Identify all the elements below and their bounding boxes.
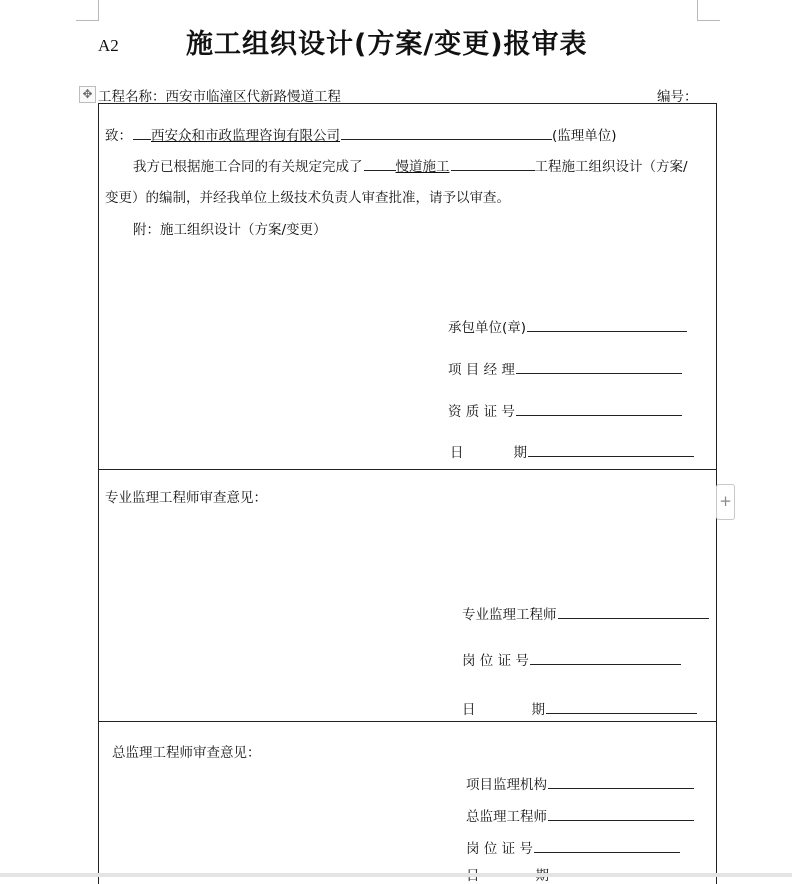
sign-post-row-2: [462, 649, 681, 669]
sign-contractor-row: [448, 316, 687, 336]
chief-review-heading: 总监理工程师审查意见：: [112, 745, 261, 761]
section-divider-2: [98, 721, 716, 722]
sign-chief-label: 总监理工程师: [466, 809, 547, 825]
addressee-lead-blank: [133, 125, 151, 140]
sign-org-row: [466, 773, 694, 793]
page-bottom-edge: [0, 873, 792, 877]
sign-org-field[interactable]: [548, 774, 694, 789]
sign-post-field[interactable]: [534, 838, 680, 853]
sign-org-label: 项目监理机构: [466, 777, 547, 793]
attachment-line: 附：施工组织设计（方案/变更）: [133, 222, 327, 238]
form-code: A2: [98, 36, 119, 55]
sign-chief-row: [466, 805, 694, 825]
page-corner-mark-right: [697, 0, 720, 21]
page-corner-mark-left: [76, 0, 99, 21]
sign-contractor-label: 承包单位(章): [448, 320, 527, 336]
sign-cert-row: [448, 400, 682, 420]
sign-engineer-field[interactable]: [558, 604, 709, 619]
date-day-label: 日: [462, 702, 476, 718]
sign-date-row-1: [450, 441, 694, 461]
number-label: 编号：: [657, 89, 698, 105]
addressee-suffix: (监理单位): [552, 128, 617, 144]
sign-chief-field[interactable]: [548, 806, 694, 821]
table-move-icon[interactable]: ✥: [79, 86, 96, 103]
date-period-label: 期: [513, 445, 527, 461]
sign-manager-row: [448, 358, 682, 378]
sign-post-label: 岗 位 证 号: [466, 841, 533, 857]
sign-date-row-2: [462, 698, 697, 718]
sign-cert-field[interactable]: [516, 401, 682, 416]
sign-engineer-label: 专业监理工程师: [462, 607, 557, 623]
addressee-org[interactable]: 西安众和市政监理咨询有限公司: [151, 128, 340, 144]
addressee-trail-blank: [341, 125, 552, 140]
sign-post-label: 岗 位 证 号: [462, 653, 529, 669]
addressee-line: [105, 124, 617, 144]
body-prefix: 我方已根据施工合同的有关规定完成了: [133, 159, 363, 175]
section-divider-1: [98, 469, 716, 470]
date-period-label: 期: [531, 702, 545, 718]
sign-date-field[interactable]: [528, 442, 694, 457]
engineer-review-heading: 专业监理工程师审查意见：: [105, 490, 267, 506]
project-lead-blank: [364, 156, 396, 171]
date-day-label: 日: [450, 445, 464, 461]
form-title: 施工组织设计(方案/变更)报审表: [186, 29, 588, 60]
body-project[interactable]: 慢道施工: [395, 159, 450, 175]
to-prefix: 致：: [105, 128, 132, 144]
project-name: 工程名称：西安市临潼区代新路慢道工程: [98, 89, 341, 105]
body-line-2: 变更）的编制，并经我单位上级技术负责人审查批准，请予以审查。: [105, 190, 510, 206]
project-trail-blank: [451, 156, 535, 171]
sign-post-row-3: [466, 837, 680, 857]
sign-engineer-row: [462, 603, 709, 623]
add-row-icon[interactable]: +: [716, 484, 735, 520]
sign-date-field[interactable]: [546, 699, 697, 714]
sign-cert-label: 资 质 证 号: [448, 404, 515, 420]
body-suffix: 工程施工组织设计（方案/: [534, 159, 688, 175]
sign-manager-field[interactable]: [516, 359, 682, 374]
body-line-1: [133, 155, 688, 175]
sign-post-field[interactable]: [530, 650, 681, 665]
sign-manager-label: 项 目 经 理: [448, 362, 515, 378]
sign-contractor-field[interactable]: [527, 317, 687, 332]
